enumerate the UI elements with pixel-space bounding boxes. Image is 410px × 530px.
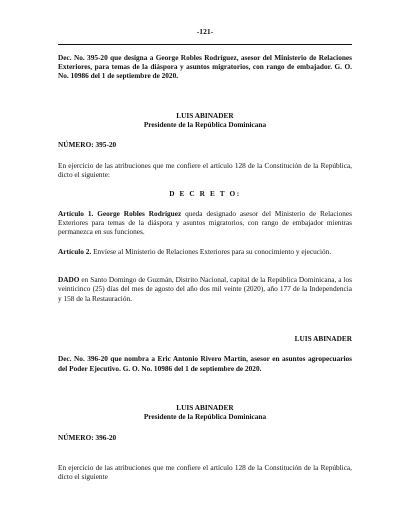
- decree-395-article-2: [58, 247, 352, 256]
- page-number: -121-: [196, 27, 214, 36]
- decree-395-preamble: En ejercicio de las atribuciones que me confiere el artículo 128 de la Constitución de la República, dicto el siguiente:: [58, 160, 352, 180]
- decree-395-signer-name: LUIS ABINADER: [176, 110, 234, 120]
- article-1-label: Artículo 1.: [58, 208, 94, 218]
- decree-396-signer-name: LUIS ABINADER: [176, 402, 234, 412]
- decree-395-number: NÚMERO: 395-20: [58, 140, 117, 150]
- header-rule: [58, 44, 352, 45]
- dado-text: en Santo Domingo de Guzmán, Distrito Nacional, capital de la República Dominicana, a los veinticinco (25) días del mes de agosto del año dos mil veinte (2020), año 177 de la Independencia y 158 de la Restauración.: [58, 274, 352, 303]
- article-1-text: queda designado asesor del Ministerio de Relaciones Exteriores para temas de la diáspora y asuntos migratorios, con rango de embajador mientras permanezca en sus funciones.: [58, 208, 352, 237]
- decree-395-summary: Dec. No. 395-20 que designa a George Robles Rodríguez, asesor del Ministerio de Relaciones Exteriores, para temas de la diáspora y asuntos migratorios, con rango de embajador. G. O. No. 10986 del 1 de septiembre de 2020.: [58, 52, 352, 81]
- dado-label: DADO: [58, 274, 80, 284]
- decree-395-closing-signature: LUIS ABINADER: [294, 333, 352, 343]
- decree-396-number: NÚMERO: 396-20: [58, 432, 117, 442]
- decree-396-summary: Dec. No. 396-20 que nombra a Eric Antonio Rivero Martín, asesor en asuntos agropecuarios del Poder Ejecutivo. G. O. No. 10986 del 1 de septiembre de 2020.: [58, 354, 352, 373]
- decree-396-signer-title: Presidente de la República Dominicana: [143, 412, 267, 422]
- decree-395-heading: D E C R E T O:: [169, 189, 241, 199]
- article-2-label: Artículo 2.: [58, 246, 92, 256]
- decree-395-dado: [58, 275, 352, 303]
- article-1-designee: George Robles Rodríguez: [97, 208, 182, 218]
- article-2-text: Envíese al Ministerio de Relaciones Exteriores para su conocimiento y ejecución.: [91, 246, 332, 256]
- decree-396-preamble: En ejercicio de las atribuciones que me confiere el artículo 128 de la Constitución de la República, dicto el siguiente: [58, 462, 352, 482]
- decree-395-article-1: [58, 209, 352, 237]
- decree-395-signer-title: Presidente de la República Dominicana: [143, 120, 267, 130]
